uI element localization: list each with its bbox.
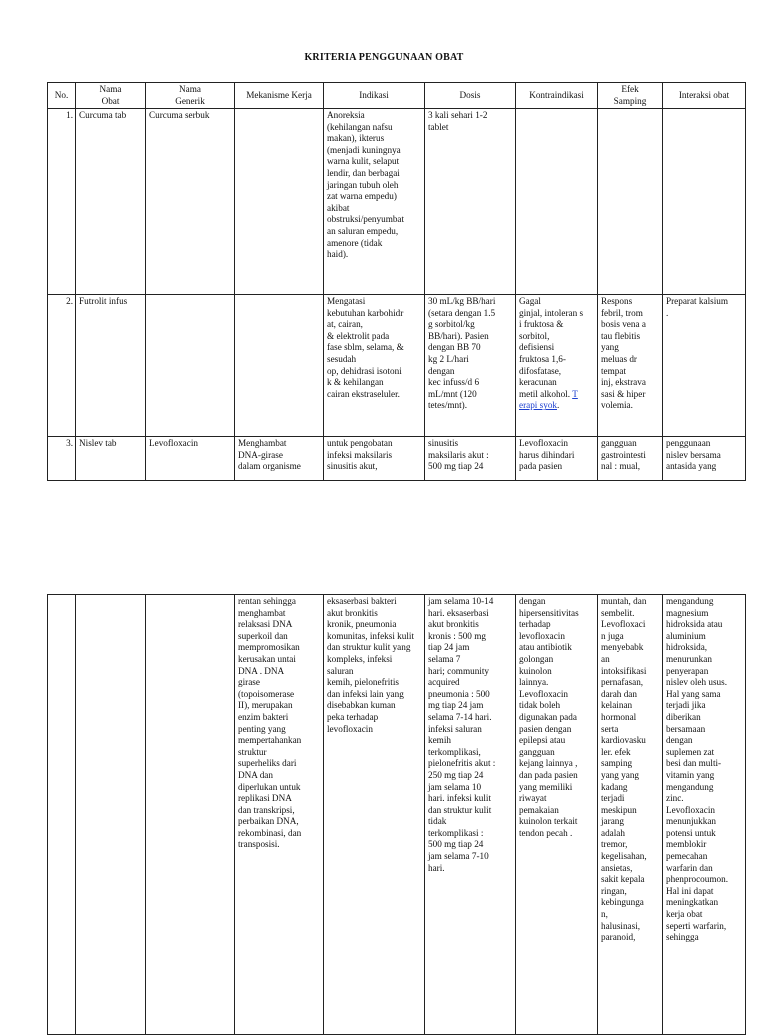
- cell-indikasi: eksaserbasi bakteri akut bronkitis kronik, pneumonia komunitas, infeksi kulit dan struktur kulit yang kompleks, infeksi saluran kemih, pielonefritis dan infeksi lain yang disebabkan kuman peka terhadap levofloxacin: [324, 595, 425, 1035]
- cell-no: 2.: [48, 295, 76, 437]
- cell-efek-samping: Respons febril, trom bosis vena a tau flebitis yang meluas dr tempat inj, ekstrava sasi & hiper volemia.: [598, 295, 663, 437]
- cell-nama-obat: Futrolit infus: [76, 295, 146, 437]
- cell-kontraindikasi: dengan hipersensitivitas terhadap levofloxacin atau antibiotik golongan kuinolon lainnya. Levofloxacin tidak boleh digunakan pada pasien dengan epilepsi atau gangguan kejang lainnya , dan pada pasien yang memiliki riwayat pemakaian kuinolon terkait tendon pecah .: [516, 595, 598, 1035]
- header-interaksi: Interaksi obat: [663, 83, 746, 109]
- cell-indikasi: Anoreksia (kehilangan nafsu makan), ikterus (menjadi kuningnya warna kulit, selaput lendir, dan berbagai jaringan tubuh oleh zat warna empedu) akibat obstruksi/penyumbat an saluran empedu, amenore (tidak haid).: [324, 109, 425, 295]
- header-efek-samping: Efek Samping: [598, 83, 663, 109]
- drug-criteria-table-continued: [47, 594, 746, 1035]
- cell-nama-obat: Nislev tab: [76, 437, 146, 481]
- cell-efek-samping: gangguan gastrointesti nal : mual,: [598, 437, 663, 481]
- page-title: KRITERIA PENGGUNAAN OBAT: [304, 52, 464, 63]
- cell-interaksi: Preparat kalsium .: [663, 295, 746, 437]
- cell-mekanisme: [235, 109, 324, 295]
- cell-efek-samping: muntah, dan sembelit. Levofloxaci n juga menyebabk an intoksifikasi pernafasan, darah dan kelainan hormonal serta kardiovasku ler. efek samping yang yang kadang terjadi meskipun jarang adalah tremor, kegelisahan, ansietas, sakit kepala ringan, kebingunga n, halusinasi, paranoid,: [598, 595, 663, 1035]
- header-nama-generik: Nama Generik: [146, 83, 235, 109]
- cell-no: 3.: [48, 437, 76, 481]
- table-row: [48, 109, 746, 295]
- cell-indikasi: untuk pengobatan infeksi maksilaris sinusitis akut,: [324, 437, 425, 481]
- cell-dosis: jam selama 10-14 hari. eksaserbasi akut bronkitis kronis : 500 mg tiap 24 jam selama 7 hari; community acquired pneumonia : 500 mg tiap 24 jam selama 7-14 hari. infeksi saluran kemih terkomplikasi, pielonefritis akut : 250 mg tiap 24 jam selama 10 hari. infeksi kulit dan struktur kulit tidak terkomplikasi : 500 mg tiap 24 jam selama 7-10 hari.: [425, 595, 516, 1035]
- header-no: No.: [48, 83, 76, 109]
- cell-nama-obat: Curcuma tab: [76, 109, 146, 295]
- terapi-syok-link[interactable]: T erapi syok: [519, 388, 578, 411]
- cell-interaksi: [663, 109, 746, 295]
- cell-nama-obat: [76, 595, 146, 1035]
- table-row: [48, 437, 746, 481]
- cell-mekanisme: Menghambat DNA-girase dalam organisme: [235, 437, 324, 481]
- cell-interaksi: penggunaan nislev bersama antasida yang: [663, 437, 746, 481]
- cell-nama-generik: [146, 295, 235, 437]
- cell-interaksi: mengandung magnesium hidroksida atau aluminium hidroksida, menurunkan penyerapan nislev oleh usus. Hal yang sama terjadi jika diberikan bersamaan dengan suplemen zat besi dan multi- vitamin yang mengandung zinc. Levofloxacin menunjukkan potensi untuk memblokir pemecahan warfarin dan phenprocoumon. Hal ini dapat meningkatkan kerja obat seperti warfarin, sehingga: [663, 595, 746, 1035]
- header-mekanisme: Mekanisme Kerja: [235, 83, 324, 109]
- cell-nama-generik: Curcuma serbuk: [146, 109, 235, 295]
- header-nama-obat: Nama Obat: [76, 83, 146, 109]
- cell-no: [48, 595, 76, 1035]
- drug-criteria-table: [47, 82, 746, 481]
- cell-kontraindikasi: Levofloxacin harus dihindari pada pasien: [516, 437, 598, 481]
- header-dosis: Dosis: [425, 83, 516, 109]
- cell-mekanisme: rentan sehingga menghambat relaksasi DNA superkoil dan mempromosikan kerusakan untai DNA . DNA girase (topoisomerase II), merupakan enzim bakteri penting yang mempertahankan struktur superheliks dari DNA dan diperlukan untuk replikasi DNA dan transkripsi, perbaikan DNA, rekombinasi, dan transposisi.: [235, 595, 324, 1035]
- cell-indikasi: Mengatasi kebutuhan karbohidr at, cairan, & elektrolit pada fase sblm, selama, & sesudah op, dehidrasi isotoni k & kehilangan cairan ekstraseluler.: [324, 295, 425, 437]
- kontraindikasi-end: .: [557, 400, 560, 411]
- cell-mekanisme: [235, 295, 324, 437]
- kontraindikasi-text: Gagal ginjal, intoleran s i fruktosa & sorbitol, defisiensi fruktosa 1,6- difosfatase, keracunan metil alkohol.: [519, 296, 584, 399]
- table-row: [48, 295, 746, 437]
- header-row: [48, 83, 746, 109]
- cell-nama-generik: [146, 595, 235, 1035]
- cell-kontraindikasi: [516, 295, 598, 437]
- cell-nama-generik: Levofloxacin: [146, 437, 235, 481]
- cell-no: 1.: [48, 109, 76, 295]
- table-row: [48, 595, 746, 1035]
- cell-dosis: sinusitis maksilaris akut : 500 mg tiap 24: [425, 437, 516, 481]
- cell-dosis: 3 kali sehari 1-2 tablet: [425, 109, 516, 295]
- cell-efek-samping: [598, 109, 663, 295]
- cell-kontraindikasi: [516, 109, 598, 295]
- cell-dosis: 30 mL/kg BB/hari (setara dengan 1.5 g sorbitol/kg BB/hari). Pasien dengan BB 70 kg 2 L/hari dengan kec infuss/d 6 mL/mnt (120 tetes/mnt).: [425, 295, 516, 437]
- header-indikasi: Indikasi: [324, 83, 425, 109]
- header-kontraindikasi: Kontraindikasi: [516, 83, 598, 109]
